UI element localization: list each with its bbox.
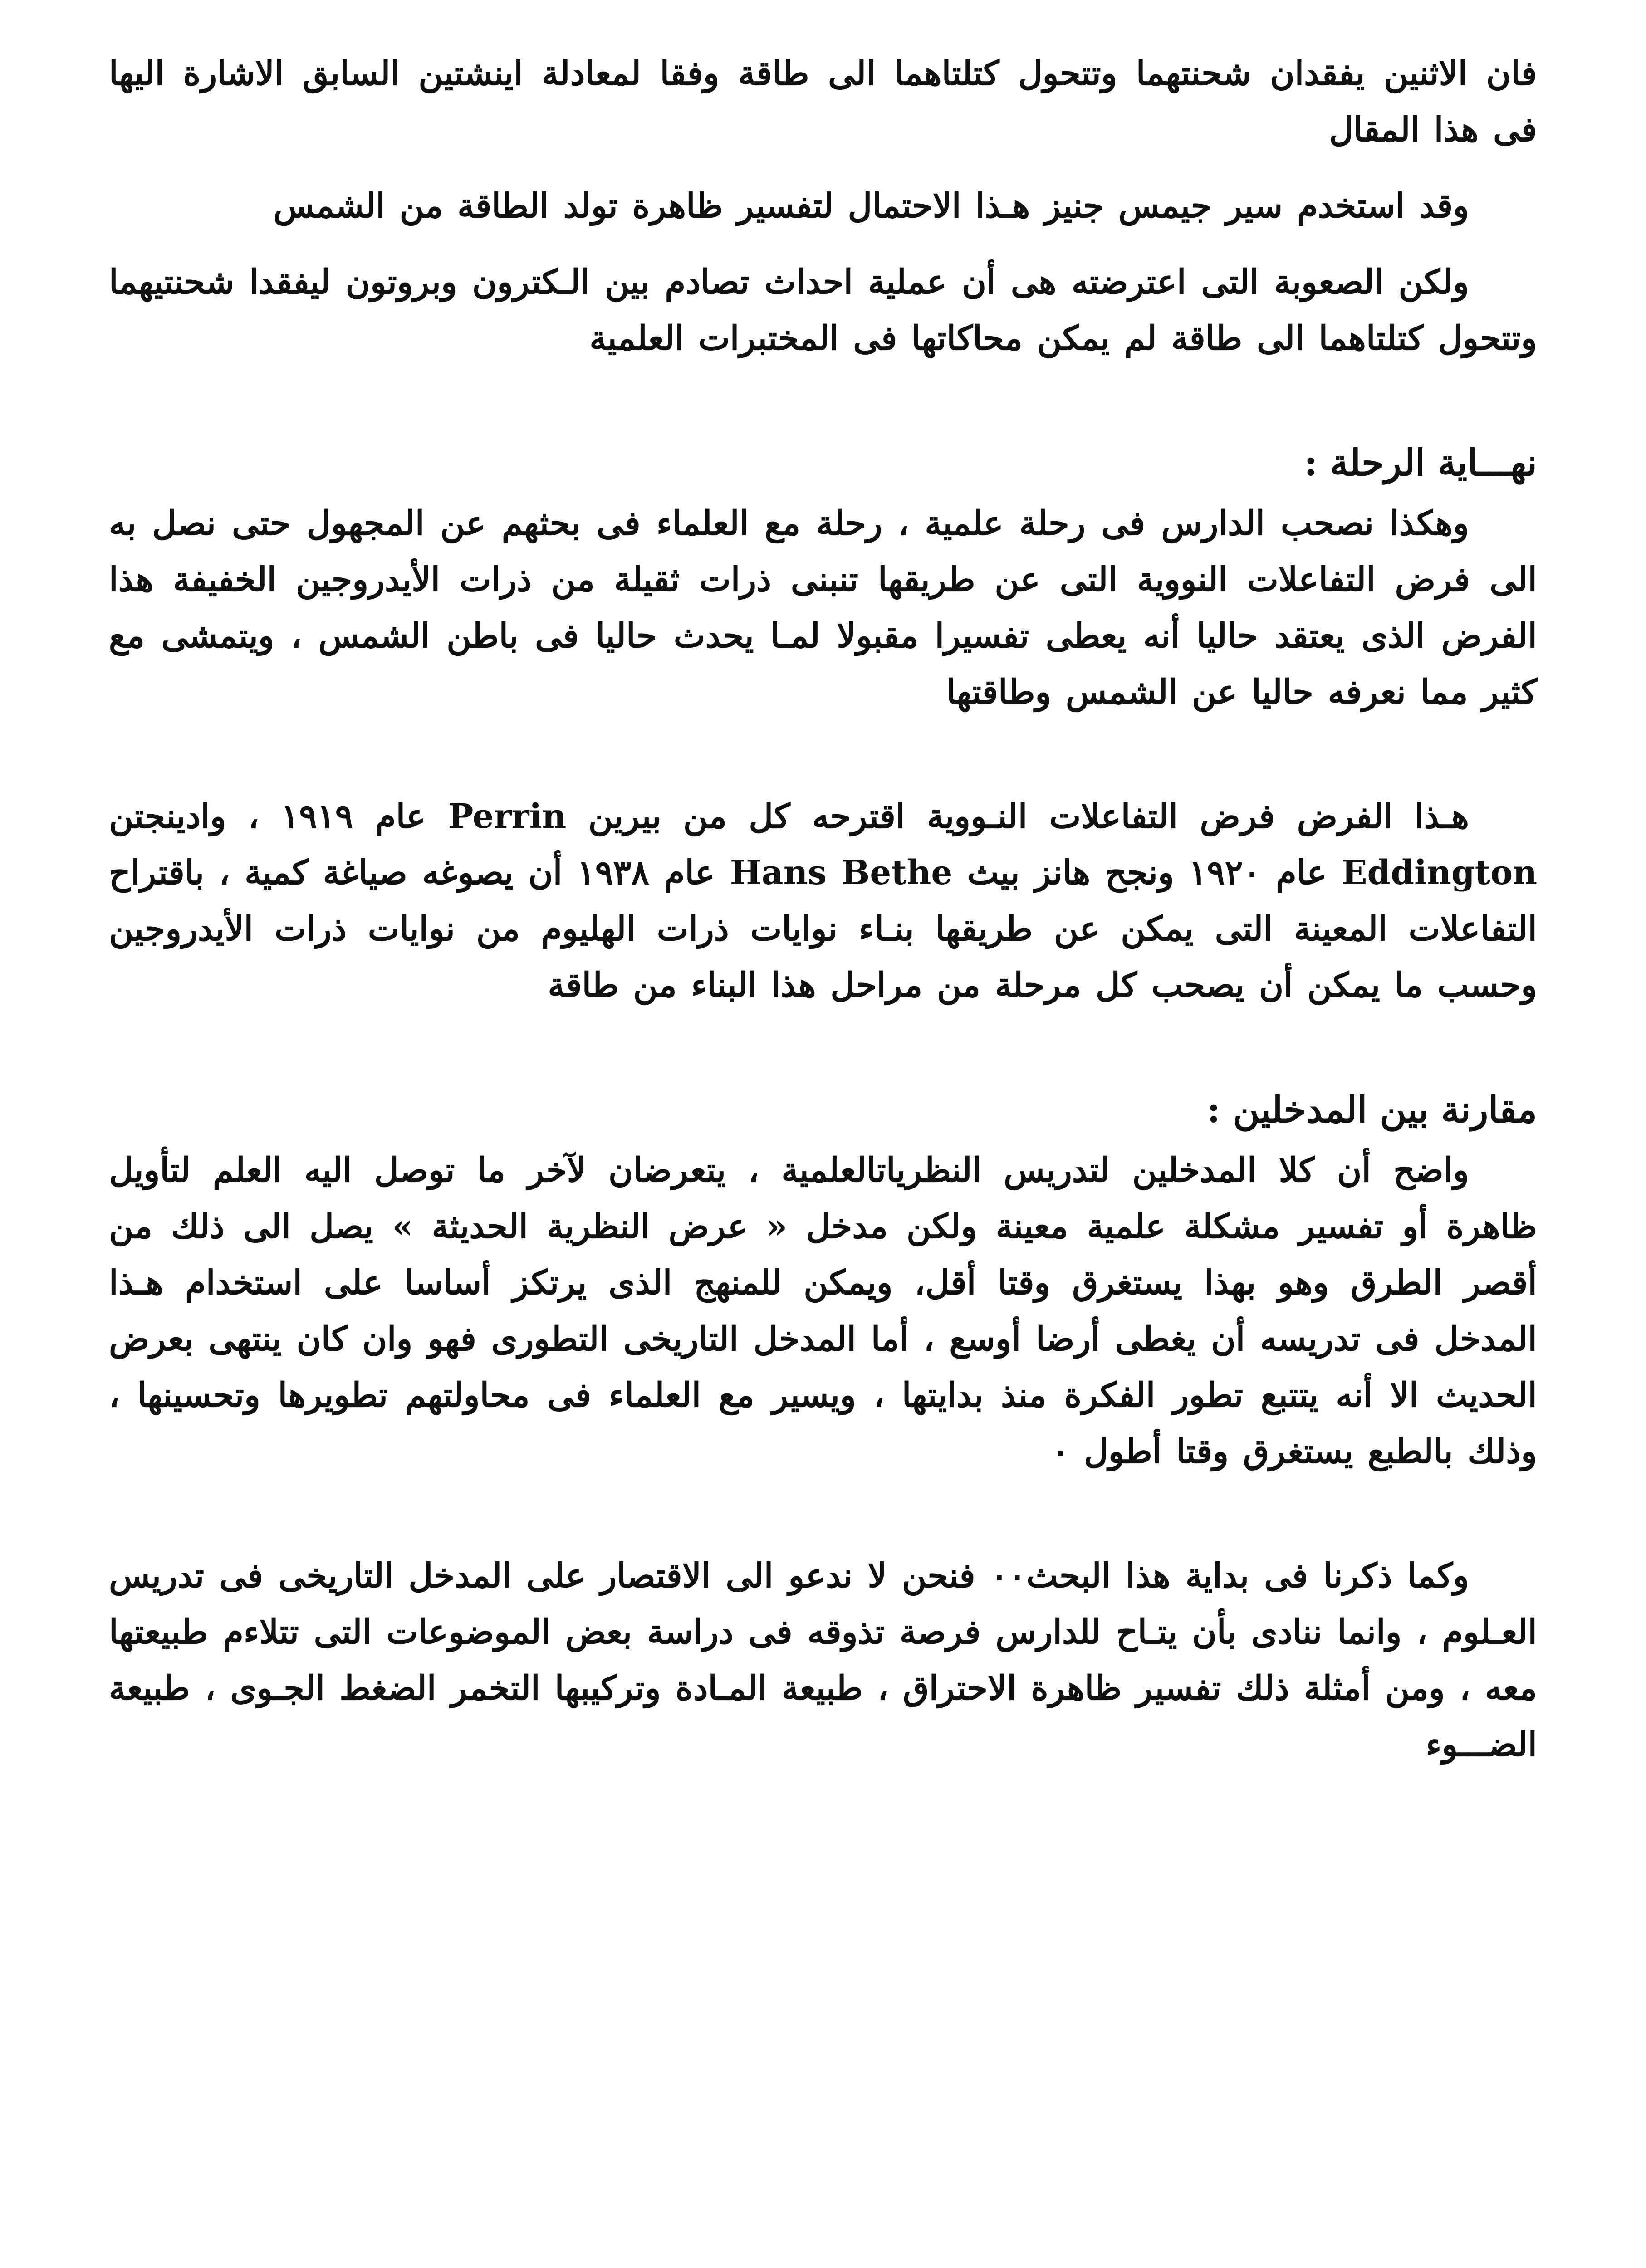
name-hans-bethe: Hans Bethe (730, 853, 953, 892)
hypothesis-text-c: عام ١٩٢٠ ونجح هانز بيث (967, 853, 1327, 892)
paragraph-einstein: فان الاثنين يفقدان شحنتهما وتتحول كتلتاهما الى طاقة وفقا لمعادلة اينشتين السابق الاشارة اليها فى هذا المقال (109, 54, 1538, 149)
heading-journey-end: نهـــاية الرحلة : (1304, 441, 1537, 484)
heading-comparison: مقارنة بين المدخلين : (1207, 1088, 1537, 1131)
hypothesis-text-d: عام ١٩٣٨ أن يصوغه صياغة كمية ، باقتراح التفاعلات المعينة التى يمكن عن طريقها بنـاء نوايات ذرات الهليوم من نوايات ذرات الأيدروجين وحسب ما يمكن أن يصحب كل مرحلة من مراحل هذا البناء من طاقة (109, 853, 1537, 1005)
paragraph-journey: وهكذا نصحب الدارس فى رحلة علمية ، رحلة مع العلماء فى بحثهم عن المجهول حتى نصل به الى فرض التفاعلات النووية التى عن طريقها تنبنى ذرات ثقيلة من ذرات الأيدروجين الخفيفة هذا الفرض الذى يعتقد حاليا أنه يعطى تفسيرا مقبولا لمـا يحدث حاليا فى باطن الشمس ، ويتمشى مع كثير مما نعرفه حاليا عن الشمس وطاقتها (109, 504, 1537, 712)
document-page (109, 45, 1537, 1773)
hypothesis-text-a: هـذا الفرض فرض التفاعلات النـووية اقترحه كل من بيرين (588, 797, 1470, 836)
hypothesis-text-b: عام ١٩١٩ ، وادينجتن (109, 797, 426, 836)
name-perrin: Perrin (448, 797, 567, 836)
paragraph-nuclear-hypothesis (109, 788, 1537, 1013)
name-eddington: Eddington (1342, 853, 1537, 892)
paragraph-comparison: واضح أن كلا المدخلين لتدريس النظرياتالعلمية ، يتعرضان لآخر ما توصل اليه العلم لتأويل ظاهرة أو تفسير مشكلة علمية معينة ولكن مدخل « عرض النظرية الحديثة » يصل الى ذلك من أقصر الطرق وهو بهذا يستغرق وقتا أقل، ويمكن للمنهج الذى يرتكز أساسا على استخدام هـذا المدخل فى تدريسه أن يغطى أرضا أوسع ، أما المدخل التاريخى التطورى فهو وان كان ينتهى بعرض الحديث الا أنه يتتبع تطور الفكرة منذ بدايتها ، ويسير مع العلماء فى محاولتهم تطويرها وتحسينها ، وذلك بالطبع يستغرق وقتا أطول ٠ (109, 1151, 1537, 1471)
paragraph-jeans: وقد استخدم سير جيمس جنيز هـذا الاحتمال لتفسير ظاهرة تولد الطاقة من الشمس (273, 186, 1469, 225)
paragraph-conclusion: وكما ذكرنا فى بداية هذا البحث٠٠ فنحن لا ندعو الى الاقتصار على المدخل التاريخى فى تدريس العـلوم ، وانما ننادى بأن يتـاح للدارس فرصة تذوقه فى دراسة بعض الموضوعات التى تتلاءم طبيعتها معه ، ومن أمثلة ذلك تفسير ظاهرة الاحتراق ، طبيعة المـادة وتركيبها التخمر الضغط الجـوى ، طبيعة الضـــوء (109, 1556, 1537, 1764)
paragraph-difficulty: ولكن الصعوبة التى اعترضته هى أن عملية احداث تصادم بين الـكترون وبروتون ليفقدا شحنتيهما وتتحول كتلتاهما الى طاقة لم يمكن محاكاتها فى المختبرات العلمية (109, 263, 1537, 358)
